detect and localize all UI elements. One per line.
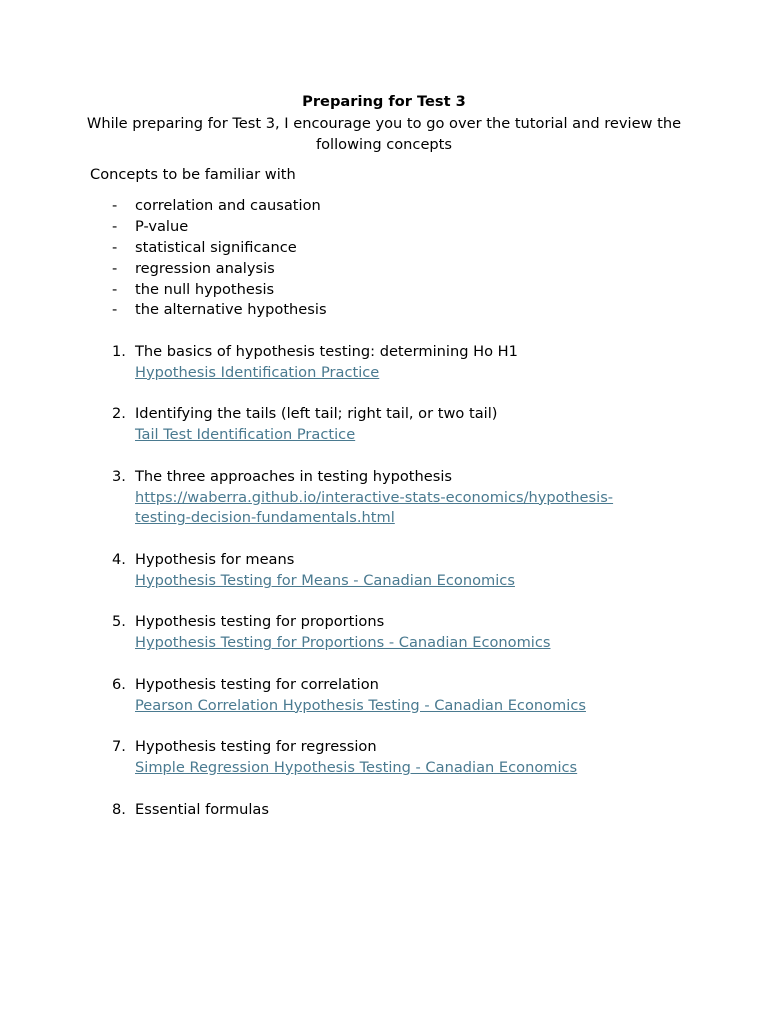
list-item: [0, 280, 768, 301]
topic-item-2: [0, 404, 768, 446]
intro-paragraph: While preparing for Test 3, I encourage you to go over the tutorial and review the following concepts: [86, 115, 682, 153]
topic-number: 4.: [112, 550, 126, 568]
bullet-dash: -: [112, 301, 118, 319]
topic-text: Hypothesis for means: [135, 550, 295, 568]
list-item: [0, 196, 768, 217]
bullet-dash: -: [112, 280, 118, 298]
topics-list: [0, 342, 768, 841]
list-item: [0, 217, 768, 238]
bullet-dash: -: [112, 197, 118, 214]
list-item: [0, 300, 768, 321]
concept-text: correlation and causation: [135, 197, 321, 214]
topic-item-1: [0, 342, 768, 384]
topic-item-8: [0, 800, 768, 821]
topic-text: Hypothesis testing for correlation: [135, 675, 379, 693]
topic-text: The three approaches in testing hypothesis: [135, 467, 453, 485]
concepts-heading: Concepts to be familiar with: [90, 166, 296, 183]
list-item: [0, 259, 768, 280]
concept-text: the alternative hypothesis: [135, 301, 327, 319]
concept-text: statistical significance: [135, 238, 297, 256]
topic-number: 2.: [112, 405, 126, 423]
topic-item-3: [0, 467, 768, 529]
tail-test-identification-link[interactable]: Tail Test Identification Practice: [135, 426, 356, 444]
concepts-list: [0, 196, 768, 321]
topic-number: 8.: [112, 800, 126, 818]
correlation-testing-link[interactable]: Pearson Correlation Hypothesis Testing - Canadian Economics: [135, 696, 586, 714]
topic-text: Hypothesis testing for regression: [135, 738, 377, 756]
topic-item-4: [0, 550, 768, 592]
topic-number: 1.: [112, 343, 126, 360]
topic-item-6: [0, 675, 768, 717]
page-title: Preparing for Test 3: [302, 93, 466, 110]
bullet-dash: -: [112, 238, 118, 256]
concept-text: regression analysis: [135, 259, 275, 277]
bullet-dash: -: [112, 259, 118, 277]
topic-item-7: [0, 737, 768, 779]
topic-number: 3.: [112, 467, 126, 485]
topic-text: Hypothesis testing for proportions: [135, 613, 385, 631]
means-testing-link[interactable]: Hypothesis Testing for Means - Canadian Economics: [135, 571, 515, 589]
topic-number: 6.: [112, 675, 126, 693]
hypothesis-identification-link[interactable]: Hypothesis Identification Practice: [135, 363, 380, 381]
regression-testing-link[interactable]: Simple Regression Hypothesis Testing - Canadian Economics: [135, 758, 578, 776]
topic-item-5: [0, 612, 768, 654]
list-item: [0, 238, 768, 259]
concept-text: P-value: [135, 217, 189, 235]
concept-text: the null hypothesis: [135, 280, 275, 298]
topic-number: 7.: [112, 738, 126, 756]
topic-text: The basics of hypothesis testing: determining Ho H1: [135, 343, 518, 360]
topic-text: Essential formulas: [135, 800, 269, 818]
bullet-dash: -: [112, 217, 118, 235]
proportions-testing-link[interactable]: Hypothesis Testing for Proportions - Canadian Economics: [135, 634, 551, 652]
decision-fundamentals-link[interactable]: https://waberra.github.io/interactive-stats-economics/hypothesis-testing-decision-fundamentals.html: [135, 488, 614, 527]
topic-number: 5.: [112, 613, 126, 631]
topic-text: Identifying the tails (left tail; right tail, or two tail): [135, 405, 498, 423]
